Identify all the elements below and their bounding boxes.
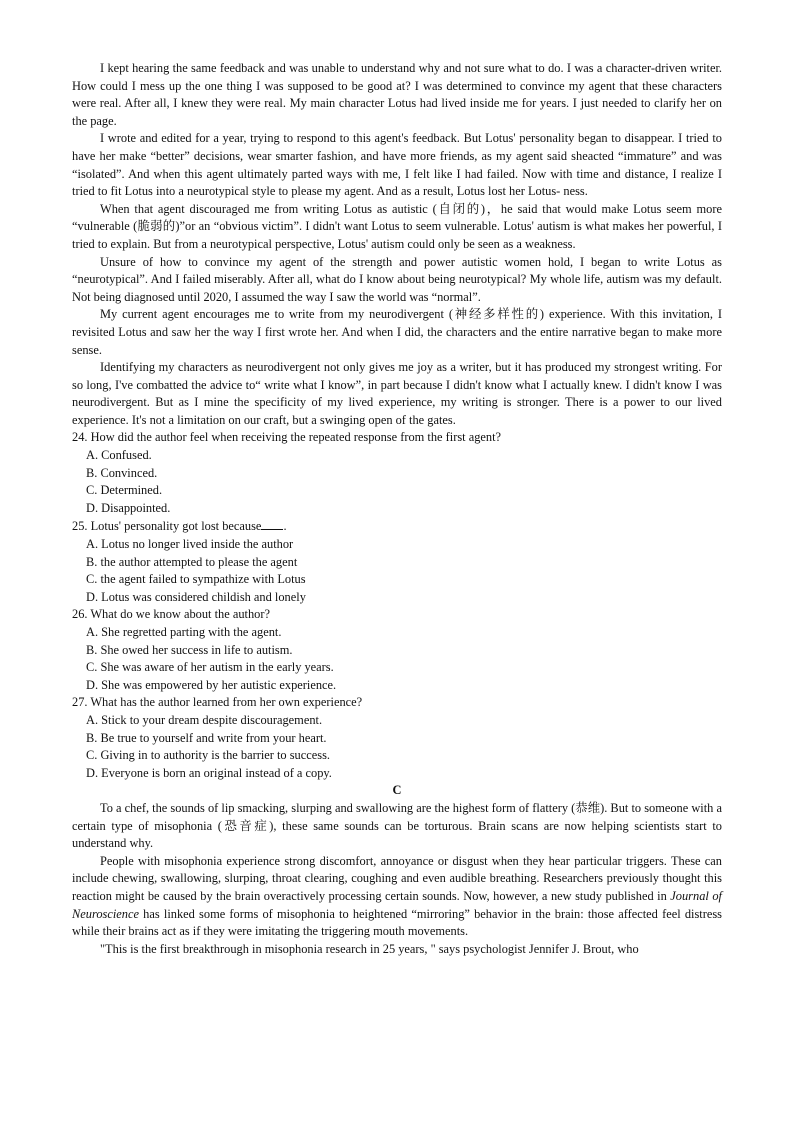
passage-b-paragraph-1: I kept hearing the same feedback and was unable to understand why and not sure what to do. I was a character-driven writer. How could I mess up the one thing I was supposed to be good at? I was determined to convince my agent that these characters were real. After all, I knew they were real. My main character Lotus had lived inside me for years. I just needed to clarify her on the page.	[72, 61, 722, 128]
question-stem	[72, 517, 722, 536]
paragraph-text-before: People with misophonia experience strong discomfort, annoyance or disgust when they hear particular triggers. These can include chewing, swallowing, slurping, throat clearing, coughing and even audible breathing. Researchers previously thought this reaction might be caused by the brain overactively processing certain sounds. Now, however, a new study published in	[72, 853, 722, 903]
passage-b-paragraph-6: Identifying my characters as neurodivergent not only gives me joy as a writer, but it has produced my strongest writing. For so long, I've combatted the advice to“ write what I know”, in part because I didn't know what I actually knew. I didn't know I was neurodivergent. But as I mine the specificity of my lived experience, my writing is stronger. There is a power to our lived experience. It's not a limitation on our craft, but a swinging open of the gates.	[72, 360, 722, 427]
option-c: C. Determined.	[86, 483, 163, 498]
question-stem: 26. What do we know about the author?	[72, 607, 270, 622]
option-a: A. Confused.	[86, 448, 152, 463]
question-stem: 27. What has the author learned from her own experience?	[72, 695, 363, 710]
answer-blank	[261, 517, 283, 530]
option-b: B. She owed her success in life to autism.	[86, 642, 293, 657]
question-stem: 24. How did the author feel when receiving the repeated response from the first agent?	[72, 430, 502, 445]
option-a: A. Lotus no longer lived inside the author	[86, 537, 294, 552]
passage-b-paragraph-4: Unsure of how to convince my agent of the strength and power autistic women hold, I began to write Lotus as “neurotypical”. And I failed miserably. After all, what do I know about being neurotypical? My whole life, autism was my default. Not being diagnosed until 2020, I assumed the way I saw the world was “normal”.	[72, 254, 722, 304]
option-d: D. She was empowered by her autistic experience.	[86, 677, 337, 692]
option-d: D. Disappointed.	[86, 500, 171, 515]
option-d: D. Lotus was considered childish and lonely	[86, 589, 306, 604]
question-stem-end: .	[283, 519, 287, 534]
passage-b-paragraph-5: My current agent encourages me to write from my neurodivergent (神经多样性的) experience. With this invitation, I revisited Lotus and saw her the way I first wrote her. And when I did, the characters and the entire narrative began to make more sense.	[72, 307, 722, 357]
document-page	[72, 60, 722, 958]
question-27	[72, 694, 722, 782]
passage-c-paragraph-2	[72, 853, 722, 941]
option-a: A. Stick to your dream despite discouragement.	[86, 712, 323, 727]
question-26	[72, 606, 722, 694]
option-c: C. the agent failed to sympathize with Lotus	[86, 572, 306, 587]
option-b: B. Convinced.	[86, 465, 158, 480]
journal-title: Journal of Neuroscience	[72, 888, 722, 921]
option-b: B. Be true to yourself and write from your heart.	[86, 730, 327, 745]
section-heading-c: C	[392, 783, 402, 798]
option-c: C. Giving in to authority is the barrier to success.	[86, 748, 330, 763]
option-d: D. Everyone is born an original instead of a copy.	[86, 765, 332, 780]
passage-b-paragraph-2: I wrote and edited for a year, trying to respond to this agent's feedback. But Lotus' personality began to disappear. I tried to have her make “better” decisions, wear smarter fashion, and have more friends, as my agent said sheacted “immature” and was “isolated”. And when this agent ultimately parted ways with me, I felt like I had failed. Now with time and distance, I realize I tried to fit Lotus into a neurotypical style to please my agent. And as a result, Lotus lost her Lotus- ness.	[72, 131, 722, 199]
option-a: A. She regretted parting with the agent.	[86, 625, 282, 639]
passage-b-paragraph-3: When that agent discouraged me from writing Lotus as autistic (自闭的)，he said that would make Lotus seem more “vulnerable (脆弱的)”or an “obvious victim”. I didn't want Lotus to seem vulnerable. Lotus' autism is what makes her powerful, I tried to explain. But from a neurotypical perspective, Lotus' autism could only be seen as a weakness.	[72, 201, 722, 251]
question-stem-text: 25. Lotus' personality got lost because	[72, 519, 262, 534]
question-25	[72, 517, 722, 606]
paragraph-text-after: has linked some forms of misophonia to heightened “mirroring” behavior in the brain: those affected feel distress while their brains act as if they were imitating the triggering mouth movements.	[72, 906, 722, 939]
option-c: C. She was aware of her autism in the early years.	[86, 660, 334, 675]
passage-c-paragraph-3: "This is the first breakthrough in misophonia research in 25 years, " says psychologist Jennifer J. Brout, who	[100, 941, 639, 956]
option-b: B. the author attempted to please the agent	[86, 554, 298, 569]
passage-c-paragraph-1: To a chef, the sounds of lip smacking, slurping and swallowing are the highest form of flattery (恭维). But to someone with a certain type of misophonia (恐音症), these same sounds can be torturous. Brain scans are now helping scientists start to understand why.	[72, 800, 722, 851]
question-24	[72, 429, 722, 517]
